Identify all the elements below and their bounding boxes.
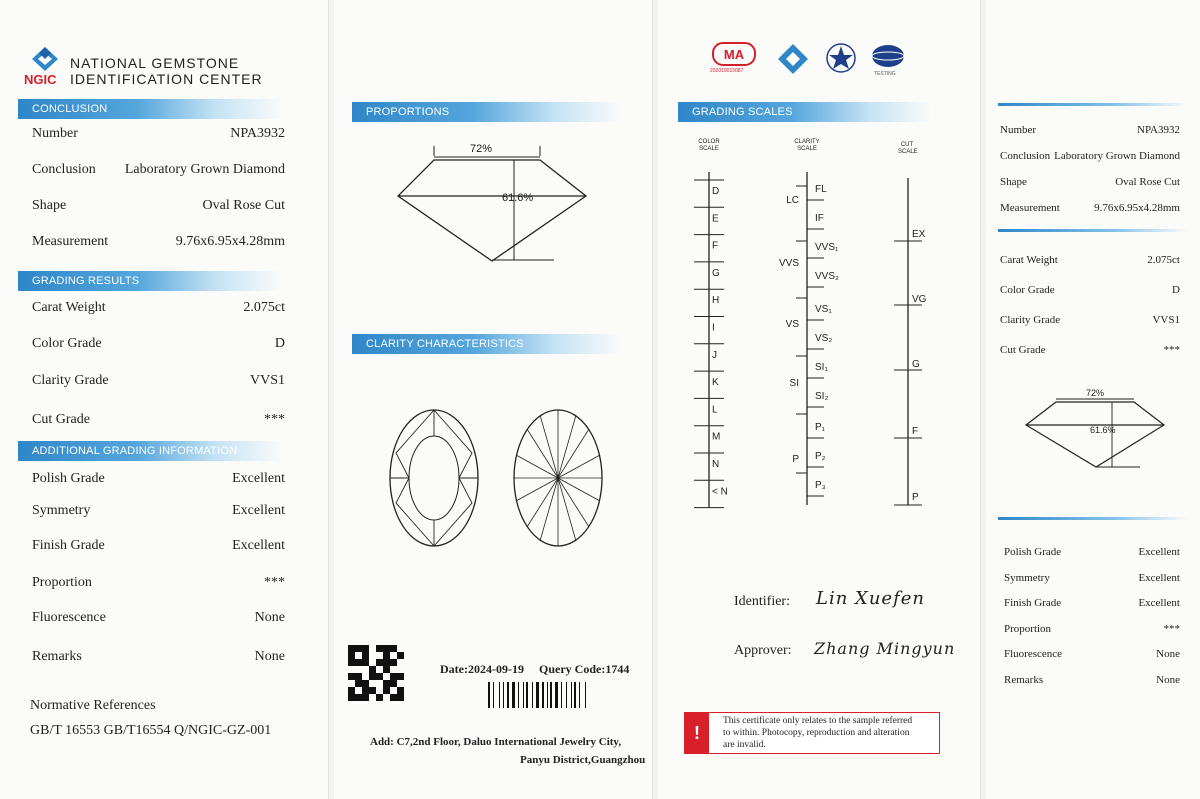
qr-module	[355, 645, 362, 652]
color-grade-label: D	[712, 186, 720, 197]
qr-module	[355, 666, 362, 673]
barcode-bar	[555, 682, 558, 708]
qr-module	[348, 659, 355, 666]
cut-grade-label: EX	[912, 229, 926, 240]
summary-field-value: D	[1172, 284, 1180, 296]
barcode-bar	[536, 682, 539, 708]
summary-field-label: Clarity Grade	[1000, 314, 1061, 326]
qr-module	[362, 694, 369, 701]
qr-module	[362, 680, 369, 687]
qr-module	[390, 659, 397, 666]
barcode-bar	[493, 682, 494, 708]
qr-module	[369, 645, 376, 652]
field-value: ***	[264, 575, 285, 590]
clarity-grade-label: VS₂	[815, 333, 833, 344]
qr-module	[383, 673, 390, 680]
clarity-group-label: SI	[789, 378, 799, 389]
qr-module	[355, 673, 362, 680]
summary-field-value: 9.76x6.95x4.28mm	[1094, 202, 1180, 214]
qr-module	[362, 645, 369, 652]
summary-divider-top	[998, 103, 1188, 106]
qr-module	[397, 694, 404, 701]
qr-module	[355, 652, 362, 659]
barcode-bar	[523, 682, 524, 708]
clarity-grade-label: IF	[815, 213, 824, 224]
report-panel-diagrams	[334, 0, 653, 799]
qr-module	[376, 645, 383, 652]
qr-module	[348, 680, 355, 687]
summary-divider-mid	[998, 229, 1188, 232]
barcode-bar	[550, 682, 552, 708]
qr-module	[369, 687, 376, 694]
qr-module	[348, 645, 355, 652]
qr-module	[397, 680, 404, 687]
barcode-bar	[542, 682, 544, 708]
report-panel-scales	[658, 0, 981, 799]
color-grade-label: M	[712, 431, 721, 443]
color-grade-label: J	[712, 349, 717, 361]
cut-grade-label: F	[912, 426, 919, 437]
qr-module	[369, 659, 376, 666]
qr-module	[383, 652, 390, 659]
qr-module	[390, 666, 397, 673]
qr-module	[348, 673, 355, 680]
summary-field-label: Symmetry	[1004, 571, 1050, 584]
table-percent-label: 72%	[469, 143, 493, 155]
qr-module	[390, 687, 397, 694]
cut-grade-label: G	[912, 359, 920, 370]
clarity-grade-label: P₂	[815, 451, 826, 462]
clarity-grade-label: FL	[815, 184, 827, 195]
summary-field-value: NPA3932	[1137, 124, 1180, 136]
summary-field-label: Carat Weight	[1000, 254, 1058, 266]
summary-proportion-diagram	[1022, 385, 1172, 475]
qr-module	[390, 680, 397, 687]
qr-module	[390, 652, 397, 659]
color-grade-label: G	[712, 267, 720, 279]
summary-field-value: Oval Rose Cut	[1115, 176, 1180, 188]
qr-module	[397, 673, 404, 680]
barcode-bar	[585, 682, 586, 708]
summary-field-label: Color Grade	[1000, 284, 1055, 296]
clarity-group-label: VVS	[778, 258, 799, 269]
clarity-grade-label: SI₂	[815, 391, 829, 402]
field-label: Symmetry	[32, 503, 91, 518]
summary-divider-bottom	[998, 517, 1188, 520]
barcode	[488, 682, 610, 708]
qr-module	[369, 673, 376, 680]
field-label: Polish Grade	[32, 471, 105, 486]
color-scale-title: COLOR SCALE	[698, 139, 720, 152]
summary-table-percent: 72%	[1086, 388, 1105, 398]
cma-number: 202019015087	[710, 68, 744, 74]
field-value: Excellent	[232, 538, 285, 553]
field-value: Laboratory Grown Diamond	[124, 162, 285, 177]
color-grade-label: < N	[712, 486, 728, 498]
field-value: 2.075ct	[243, 300, 285, 315]
identifier-label: Identifier:	[734, 594, 790, 609]
field-value: D	[274, 336, 285, 351]
barcode-bar	[503, 682, 504, 708]
grading-results-heading: GRADING RESULTS	[18, 271, 282, 291]
clarity-group-label: LC	[786, 195, 799, 206]
qr-module	[383, 680, 390, 687]
barcode-bar	[561, 682, 562, 708]
report-panel-main	[0, 0, 329, 799]
disclaimer-text: This certificate only relates to the sample referred to within. Photocopy, reproduction and alteration are invalid.	[723, 716, 913, 750]
qr-module	[397, 666, 404, 673]
summary-depth-percent: 61.6%	[1090, 425, 1116, 435]
summary-field-value: Excellent	[1138, 597, 1180, 609]
color-grade-label: H	[712, 295, 720, 307]
depth-percent-label: 61.6%	[502, 192, 534, 204]
summary-field-value: Excellent	[1138, 571, 1180, 584]
qr-module	[348, 666, 355, 673]
qr-module	[397, 659, 404, 666]
color-grade-label: F	[712, 240, 719, 252]
summary-field-label: Cut Grade	[1000, 344, 1046, 356]
normative-refs: GB/T 16553 GB/T16554 Q/NGIC-GZ-001	[30, 723, 272, 738]
barcode-bar	[579, 682, 580, 708]
clarity-grade-label: VVS₂	[815, 271, 839, 282]
qr-module	[376, 659, 383, 666]
clarity-grade-label: P₃	[815, 480, 826, 491]
barcode-bar	[488, 682, 490, 708]
summary-field-label: Measurement	[1000, 202, 1060, 214]
field-label: Fluorescence	[32, 610, 106, 625]
field-value: 9.76x6.95x4.28mm	[175, 234, 285, 249]
qr-module	[397, 652, 404, 659]
summary-field-value: Excellent	[1138, 546, 1180, 558]
field-value: Excellent	[232, 503, 285, 518]
qr-module	[397, 687, 404, 694]
qr-module	[376, 687, 383, 694]
clarity-grade-label: VVS₁	[815, 242, 839, 253]
color-grade-label: I	[712, 322, 715, 334]
address-line2: Panyu District,Guangzhou	[520, 754, 646, 766]
qr-module	[362, 666, 369, 673]
qr-module	[369, 652, 376, 659]
qr-module	[383, 645, 390, 652]
clarity-group-label: VS	[785, 319, 799, 330]
svg-text:MA: MA	[723, 47, 745, 62]
barcode-bar	[518, 682, 519, 708]
conclusion-heading: CONCLUSION	[18, 99, 282, 119]
clarity-grade-label: VS₁	[815, 304, 832, 315]
summary-field-value: None	[1156, 648, 1180, 660]
qr-code[interactable]	[348, 645, 404, 701]
summary-field-label: Remarks	[1004, 673, 1044, 686]
field-label: Proportion	[32, 575, 92, 590]
summary-field-value: None	[1156, 673, 1180, 686]
qr-module	[362, 652, 369, 659]
org-abbr: NGIC	[24, 72, 57, 87]
clarity-characteristics-heading: CLARITY CHARACTERISTICS	[352, 334, 622, 354]
qr-module	[348, 694, 355, 701]
clarity-scale-title: CLARITY SCALE	[794, 139, 820, 152]
qr-module	[355, 694, 362, 701]
qr-module	[362, 673, 369, 680]
approver-signature: Zhang Mingyun	[814, 639, 956, 658]
qr-module	[390, 673, 397, 680]
qr-module	[355, 687, 362, 694]
field-label: Remarks	[32, 649, 82, 664]
grading-scales-heading: GRADING SCALES	[678, 102, 932, 122]
org-name-line1: NATIONAL GEMSTONE	[70, 55, 240, 71]
qr-module	[355, 659, 362, 666]
proportions-heading: PROPORTIONS	[352, 102, 622, 122]
qr-module	[362, 659, 369, 666]
summary-field-label: Polish Grade	[1004, 546, 1062, 558]
qr-module	[383, 666, 390, 673]
field-label: Cut Grade	[32, 412, 90, 427]
report-panel-summary	[986, 0, 1200, 799]
identifier-signature: Lin Xuefen	[816, 588, 925, 609]
field-value: Oval Rose Cut	[202, 198, 285, 213]
field-value: None	[254, 610, 285, 625]
field-label: Carat Weight	[32, 300, 106, 315]
qr-module	[390, 645, 397, 652]
address-line1: Add: C7,2nd Floor, Daluo International Jewelry City,	[370, 736, 622, 748]
field-label: Clarity Grade	[32, 373, 109, 388]
summary-field-label: Fluorescence	[1004, 648, 1063, 660]
qr-module	[355, 680, 362, 687]
barcode-bar	[512, 682, 515, 708]
qr-module	[383, 694, 390, 701]
field-label: Measurement	[32, 234, 109, 249]
clarity-grade-label: P₁	[815, 422, 826, 433]
query-code: Query Code:1744	[539, 662, 630, 676]
barcode-bar	[571, 682, 572, 708]
barcode-bar	[574, 682, 576, 708]
qr-module	[376, 694, 383, 701]
qr-module	[362, 687, 369, 694]
qr-module	[383, 659, 390, 666]
testing-label: TESTING	[874, 71, 896, 77]
clarity-group-label: P	[792, 454, 799, 465]
field-label: Number	[32, 126, 78, 141]
field-value: VVS1	[249, 373, 285, 388]
qr-module	[390, 694, 397, 701]
proportion-diagram	[374, 136, 614, 266]
summary-field-value: 2.075ct	[1147, 254, 1180, 266]
color-grade-label: N	[712, 459, 720, 470]
qr-module	[376, 666, 383, 673]
field-value: None	[254, 649, 285, 664]
color-grade-label: L	[712, 404, 718, 416]
qr-module	[383, 687, 390, 694]
clarity-grade-label: SI₁	[815, 362, 828, 373]
summary-field-value: ***	[1163, 344, 1180, 356]
field-value: NPA3932	[230, 126, 285, 141]
crown-plot-diagram	[386, 405, 486, 551]
summary-field-label: Number	[1000, 124, 1037, 136]
warning-icon: !	[685, 713, 709, 753]
qr-module	[348, 687, 355, 694]
pavilion-plot-diagram	[510, 405, 610, 551]
barcode-bar	[526, 682, 528, 708]
cut-grade-label: P	[912, 492, 919, 503]
field-label: Shape	[32, 198, 67, 213]
color-grade-label: K	[712, 377, 719, 389]
qr-module	[369, 666, 376, 673]
additional-info-heading: ADDITIONAL GRADING INFORMATION	[18, 441, 282, 461]
report-date: Date:2024-09-19	[440, 662, 524, 676]
grading-scales-chart	[658, 0, 980, 520]
cut-grade-label: VG	[912, 294, 927, 305]
summary-field-value: Laboratory Grown Diamond	[1054, 150, 1180, 162]
barcode-bar	[566, 682, 567, 708]
disclaimer-box	[684, 712, 940, 754]
barcode-bar	[547, 682, 548, 708]
cut-scale-title: CUT SCALE	[898, 142, 918, 155]
field-value: ***	[264, 412, 285, 427]
qr-module	[348, 652, 355, 659]
qr-module	[376, 673, 383, 680]
summary-field-label: Finish Grade	[1004, 597, 1062, 609]
qr-module	[369, 694, 376, 701]
summary-field-value: VVS1	[1152, 314, 1180, 326]
qr-module	[376, 652, 383, 659]
barcode-bar	[499, 682, 500, 708]
summary-field-label: Proportion	[1004, 622, 1052, 635]
summary-field-value: ***	[1163, 622, 1180, 635]
field-label: Finish Grade	[32, 538, 105, 553]
ngic-logo-icon	[30, 46, 60, 72]
qr-module	[397, 645, 404, 652]
barcode-bar	[507, 682, 509, 708]
summary-field-label: Shape	[1000, 176, 1027, 188]
qr-module	[369, 680, 376, 687]
approver-label: Approver:	[734, 643, 792, 658]
org-name-line2: IDENTIFICATION CENTER	[70, 71, 263, 87]
field-label: Color Grade	[32, 336, 102, 351]
qr-module	[376, 680, 383, 687]
field-value: Excellent	[232, 471, 285, 486]
normative-title: Normative References	[30, 698, 156, 713]
field-label: Conclusion	[32, 162, 96, 177]
color-grade-label: E	[712, 213, 719, 225]
summary-field-label: Conclusion	[1000, 150, 1051, 162]
barcode-bar	[532, 682, 533, 708]
